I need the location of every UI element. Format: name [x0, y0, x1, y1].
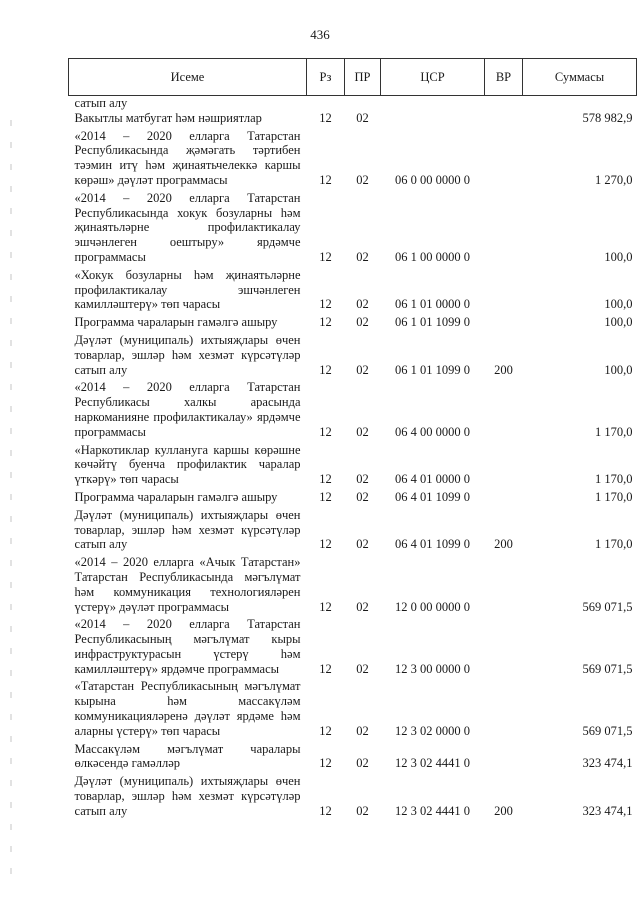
cell-csr	[381, 111, 485, 126]
cell-sum: 323 474,1	[582, 803, 633, 818]
cell-pr	[345, 96, 381, 111]
cell-rz: 12	[319, 472, 332, 487]
cell-csr: 12 3 02 4441 0	[395, 756, 470, 771]
cell-sum: 100,0	[604, 297, 633, 312]
cell-rz: 12	[319, 723, 332, 738]
cell-csr	[381, 96, 485, 111]
table-body	[69, 96, 637, 819]
cell-rz: 12	[319, 489, 332, 504]
cell-pr: 02	[356, 537, 369, 552]
cell-csr: 06 4 01 0000 0	[395, 472, 470, 487]
cell-vr	[485, 487, 523, 505]
cell-csr: 12 0 00 0000 0	[395, 599, 470, 614]
cell-name: Программа чараларын гамәлгә ашыру	[74, 315, 278, 330]
cell-pr: 02	[356, 489, 369, 504]
cell-rz: 12	[319, 249, 332, 264]
cell-vr: 200	[494, 537, 513, 552]
table-row	[69, 552, 637, 614]
cell-name: «Наркотиклар куллануга каршы көрәшне көчәйтү буенча профилактик чаралар үткәрү» төп чарасы	[74, 442, 301, 487]
cell-name: «2014 – 2020 елларга Татарстан Республикасының мәгълүмат кыры инфраструктурасын үстерү һәм камилләштерү» ярдәмче программасы	[74, 617, 301, 676]
table-row	[69, 111, 637, 126]
table-row	[69, 771, 637, 818]
cell-rz: 12	[319, 362, 332, 377]
cell-pr: 02	[356, 110, 369, 125]
cell-rz: 12	[319, 661, 332, 676]
table-row	[69, 188, 637, 265]
budget-table	[68, 58, 637, 819]
cell-vr	[485, 265, 523, 312]
cell-pr: 02	[356, 661, 369, 676]
cell-sum: 1 170,0	[595, 424, 633, 439]
cell-vr	[485, 188, 523, 265]
cell-rz: 12	[319, 110, 332, 125]
cell-rz: 12	[319, 172, 332, 187]
cell-csr: 06 4 01 1099 0	[395, 489, 470, 504]
cell-vr: 200	[494, 362, 513, 377]
cell-sum: 1 170,0	[595, 472, 633, 487]
cell-sum: 323 474,1	[582, 756, 633, 771]
cell-sum: 1 170,0	[595, 537, 633, 552]
table-row	[69, 96, 637, 111]
cell-name: «2014 – 2020 елларга Татарстан Республикасында хокук бозуларны һәм җинаятьләрне профилактикалау эшчәнлеген оештыру» ярдәмче программасы	[74, 190, 301, 264]
cell-csr: 06 1 01 1099 0	[395, 362, 470, 377]
cell-vr: 200	[494, 803, 513, 818]
table-row	[69, 505, 637, 552]
cell-pr: 02	[356, 297, 369, 312]
header-rz: Рз	[307, 59, 345, 96]
cell-csr: 12 3 00 0000 0	[395, 661, 470, 676]
cell-rz: 12	[319, 297, 332, 312]
table-row	[69, 265, 637, 312]
cell-vr	[485, 96, 523, 111]
cell-sum	[523, 96, 637, 111]
cell-name: Дәүләт (муниципаль) ихтыяҗлары өчен товарлар, эшләр һәм хезмәт күрсәтүләр сатып алу	[74, 507, 301, 552]
table-row	[69, 126, 637, 188]
cell-csr: 06 1 00 0000 0	[395, 249, 470, 264]
header-pr: ПР	[345, 59, 381, 96]
cell-pr: 02	[356, 599, 369, 614]
cell-rz: 12	[319, 537, 332, 552]
cell-csr: 12 3 02 0000 0	[395, 723, 470, 738]
header-csr: ЦСР	[381, 59, 485, 96]
cell-sum: 569 071,5	[582, 599, 633, 614]
cell-vr	[485, 676, 523, 738]
cell-sum: 1 270,0	[595, 172, 633, 187]
cell-csr: 06 4 00 0000 0	[395, 424, 470, 439]
cell-csr: 06 4 01 1099 0	[395, 537, 470, 552]
table-row	[69, 440, 637, 487]
cell-pr: 02	[356, 756, 369, 771]
table-row	[69, 377, 637, 439]
cell-sum: 100,0	[604, 249, 633, 264]
cell-csr: 06 0 00 0000 0	[395, 172, 470, 187]
cell-vr	[485, 126, 523, 188]
cell-rz: 12	[319, 599, 332, 614]
cell-sum: 100,0	[604, 315, 633, 330]
header-sum: Суммасы	[523, 59, 637, 96]
cell-name: «Хокук бозуларны һәм җинаятьләрне профилактикалау эшчәнлеген камилләштерү» төп чарасы	[74, 267, 301, 312]
cell-sum: 569 071,5	[582, 661, 633, 676]
cell-pr: 02	[356, 362, 369, 377]
cell-sum: 1 170,0	[595, 489, 633, 504]
cell-sum: 569 071,5	[582, 723, 633, 738]
table-row	[69, 330, 637, 377]
cell-vr	[485, 739, 523, 772]
cell-name: Вакытлы матбугат һәм нәшриятлар	[74, 110, 262, 125]
cell-pr: 02	[356, 315, 369, 330]
cell-name: «2014 – 2020 елларга Татарстан Республикасы халкы арасында наркоманияне профилактикалау» ярдәмче программасы	[74, 380, 301, 439]
cell-pr: 02	[356, 472, 369, 487]
cell-rz	[307, 96, 345, 111]
cell-pr: 02	[356, 723, 369, 738]
cell-sum: 578 982,9	[582, 110, 633, 125]
cell-pr: 02	[356, 172, 369, 187]
cell-name: «2014 – 2020 елларга Татарстан Республикасында җәмәгать тәртибен тәэмин итү һәм җинаятьчелеккә каршы көрәш» дәүләт программасы	[74, 128, 301, 187]
cell-pr: 02	[356, 249, 369, 264]
cell-name: «Татарстан Республикасының мәгълүмат кырына һәм массакүләм коммуникацияләренә дәүләт ярдәме һәм аларны үстерү» төп чарасы	[74, 679, 301, 738]
cell-rz: 12	[319, 315, 332, 330]
table-row	[69, 614, 637, 676]
cell-vr	[485, 614, 523, 676]
margin-marks	[10, 120, 12, 880]
header-vr: ВР	[485, 59, 523, 96]
cell-name: Дәүләт (муниципаль) ихтыяҗлары өчен товарлар, эшләр һәм хезмәт күрсәтүләр сатып алу	[74, 332, 301, 377]
table-row	[69, 739, 637, 772]
cell-vr	[485, 312, 523, 330]
cell-pr: 02	[356, 424, 369, 439]
table-header-row	[69, 59, 637, 96]
cell-vr	[485, 111, 523, 126]
table-row	[69, 676, 637, 738]
cell-csr: 12 3 02 4441 0	[395, 803, 470, 818]
cell-csr: 06 1 01 1099 0	[395, 315, 470, 330]
table-row	[69, 312, 637, 330]
cell-name: Массакүләм мәгълүмат чаралары өлкәсендә гамәлләр	[74, 741, 301, 771]
cell-rz: 12	[319, 756, 332, 771]
cell-name: сатып алу	[74, 96, 128, 110]
cell-vr	[485, 440, 523, 487]
cell-csr: 06 1 01 0000 0	[395, 297, 470, 312]
cell-name: Программа чараларын гамәлгә ашыру	[74, 489, 278, 504]
cell-name: Дәүләт (муниципаль) ихтыяҗлары өчен товарлар, эшләр һәм хезмәт күрсәтүләр сатып алу	[74, 774, 301, 818]
cell-vr	[485, 377, 523, 439]
cell-pr: 02	[356, 803, 369, 818]
cell-vr	[485, 552, 523, 614]
cell-name: «2014 – 2020 елларга «Ачык Татарстан» Татарстан Республикасында мәгълүмат һәм коммуникация технологияләрен үстерү» дәүләт программасы	[74, 555, 301, 614]
page-number: 436	[310, 27, 330, 42]
cell-rz: 12	[319, 803, 332, 818]
cell-rz: 12	[319, 424, 332, 439]
table-row	[69, 487, 637, 505]
cell-sum: 100,0	[604, 362, 633, 377]
header-name: Исеме	[69, 59, 307, 96]
